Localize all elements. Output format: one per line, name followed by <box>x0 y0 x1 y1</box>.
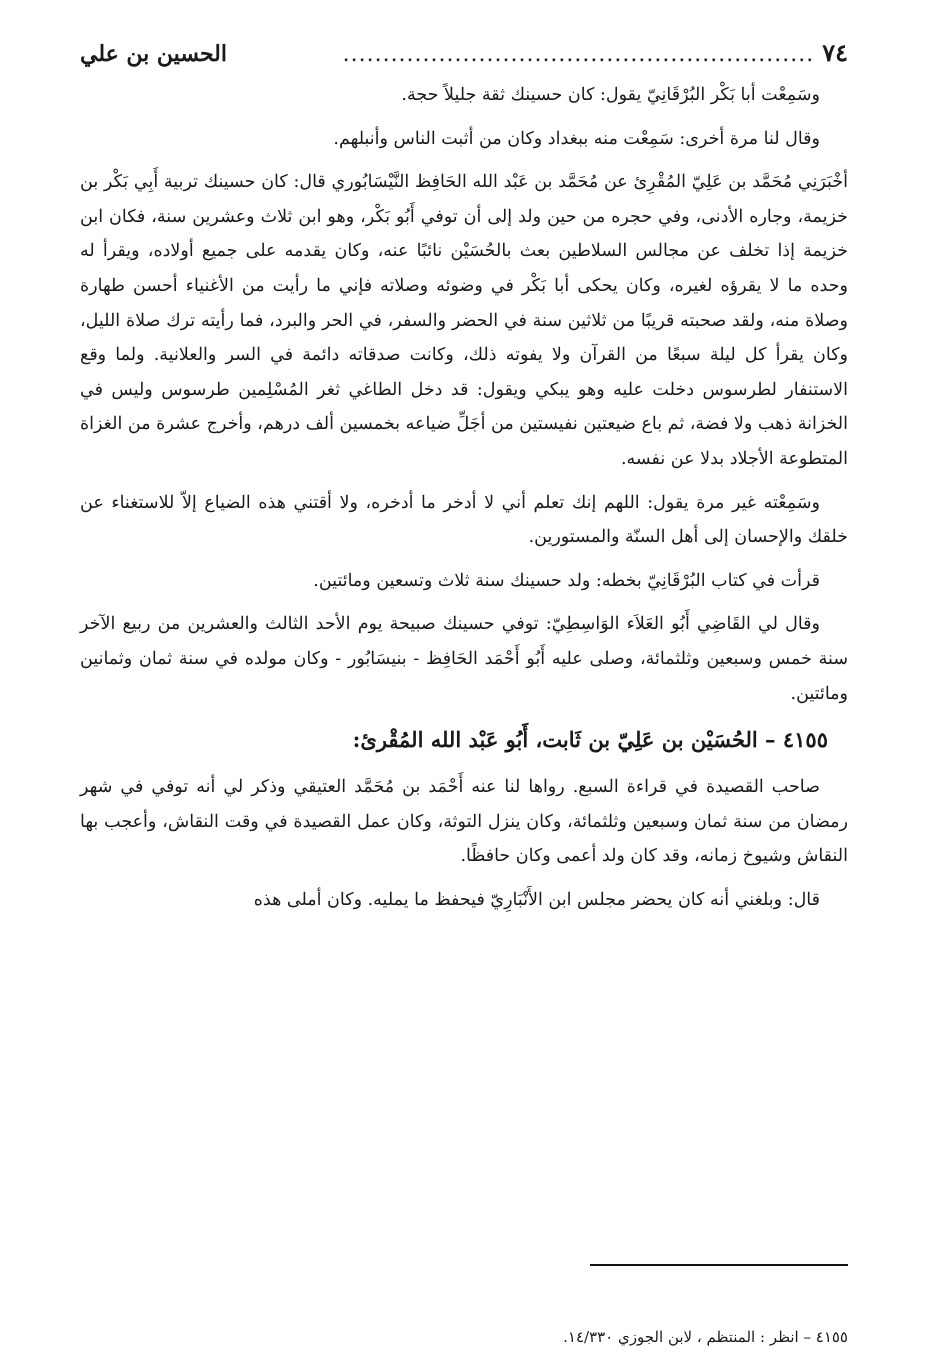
footnote: ٤١٥٥ – انظر : المنتظم ، لابن الجوزي ١٤/٣٣٠. <box>563 1328 848 1346</box>
paragraph: وسَمِعْته غير مرة يقول: اللهم إنك تعلم أني لا أدخر ما أدخره، ولا أقتني هذه الضياع إلاّ للاستغناء عن خلقك والإحسان إلى أهل السنّة والمستورين. <box>80 492 848 548</box>
header-dot-leader: ........................................................... <box>342 42 815 67</box>
running-title: الحسين بن علي <box>80 41 227 67</box>
document-page <box>80 38 848 1358</box>
paragraph: وقال لي القَاضِي أَبُو العَلاَء الوَاسِطِيّ: توفي حسينك صبيحة يوم الأحد الثالث والعشرين من ربيع الآخر سنة خمس وسبعين وثلثمائة، وصلى عليه أَبُو أَحْمَد الحَافِظ - بنيسَابُور - وكان مولده في سنة ثمان وثمانين ومائتين. <box>80 614 848 704</box>
footnote-divider <box>590 1264 848 1266</box>
entry-heading: ٤١٥٥ – الحُسَيْن بن عَلِيّ بن ثَابت، أَبُو عَبْد الله المُقْرئ: <box>352 727 828 753</box>
paragraph: قرأت في كتاب البُرْقَانِيّ بخطه: ولد حسينك سنة ثلاث وتسعين ومائتين. <box>313 570 820 591</box>
paragraph: صاحب القصيدة في قراءة السبع. رواها لنا عنه أَحْمَد بن مُحَمَّد العتيقي وذكر لي أنه توفي في شهر رمضان من سنة ثمان وسبعين وثلثمائة، وكان ينزل التوثة، وكان عمل القصيدة في وقت النقاش، وأعجب بها النقاش وشيوخ زمانه، وقد كان ولد أعمى وكان حافظًا. <box>80 777 848 867</box>
main-text <box>80 78 848 917</box>
page-number: ٧٤ <box>822 38 848 67</box>
paragraph: وقال لنا مرة أخرى: سَمِعْت منه ببغداد وكان من أثبت الناس وأنبلهم. <box>333 128 820 149</box>
paragraph: أخْبَرَنِي مُحَمَّد بن عَلِيّ المُقْرِئ عن مُحَمَّد بن عَبْد الله الحَافِظ النَّيْسَابُوري قال: كان حسينك تربية أَبِي بَكْر بن خزيمة، وجاره الأدنى، وفي حجره من حين ولد إلى أن توفي أَبُو بَكْر، وهو ابن ثلاث وعشرين سنة، فكان ابن خزيمة إذا تخلف عن مجالس السلاطين بعث بالحُسَيْن نائبًا عنه، وكان يقدمه على جميع أولاده، ويقرأ له وحده ما لا يقرؤه لغيره، وكان يحكى أبا بَكْر في وضوئه وصلاته فإني ما رأيت من الأغنياء أحسن طهارة وصلاة منه، ولقد صحبته قريبًا من ثلاثين سنة في الحضر والسفر، في الحر والبرد، فما رأيته ترك صلاة الليل، وكان يقرأ كل ليلة سبعًا من القرآن ولا يفوته ذلك، وكانت صدقاته دائمة في السر والعلانية. ولما وقع الاستنفار لطرسوس دخلت عليه وهو يبكي ويقول: قد دخل الطاغي ثغر المُسْلِمين طرسوس وليس في الخزانة ذهب ولا فضة، ثم باع ضيعتين نفيستين من أجَلِّ ضياعه بخمسين ألف درهم، وأخرج عشرة من الغزاة المتطوعة الأجلاد بدلا عن نفسه. <box>80 172 848 469</box>
paragraph: قال: وبلغني أنه كان يحضر مجلس ابن الأَنْبَارِيّ فيحفظ ما يمليه. وكان أملى هذه <box>253 889 820 910</box>
running-header <box>80 38 848 78</box>
paragraph: وسَمِعْت أبا بَكْر البُرْقَانِيّ يقول: كان حسينك ثقة جليلاً حجة. <box>401 85 820 105</box>
